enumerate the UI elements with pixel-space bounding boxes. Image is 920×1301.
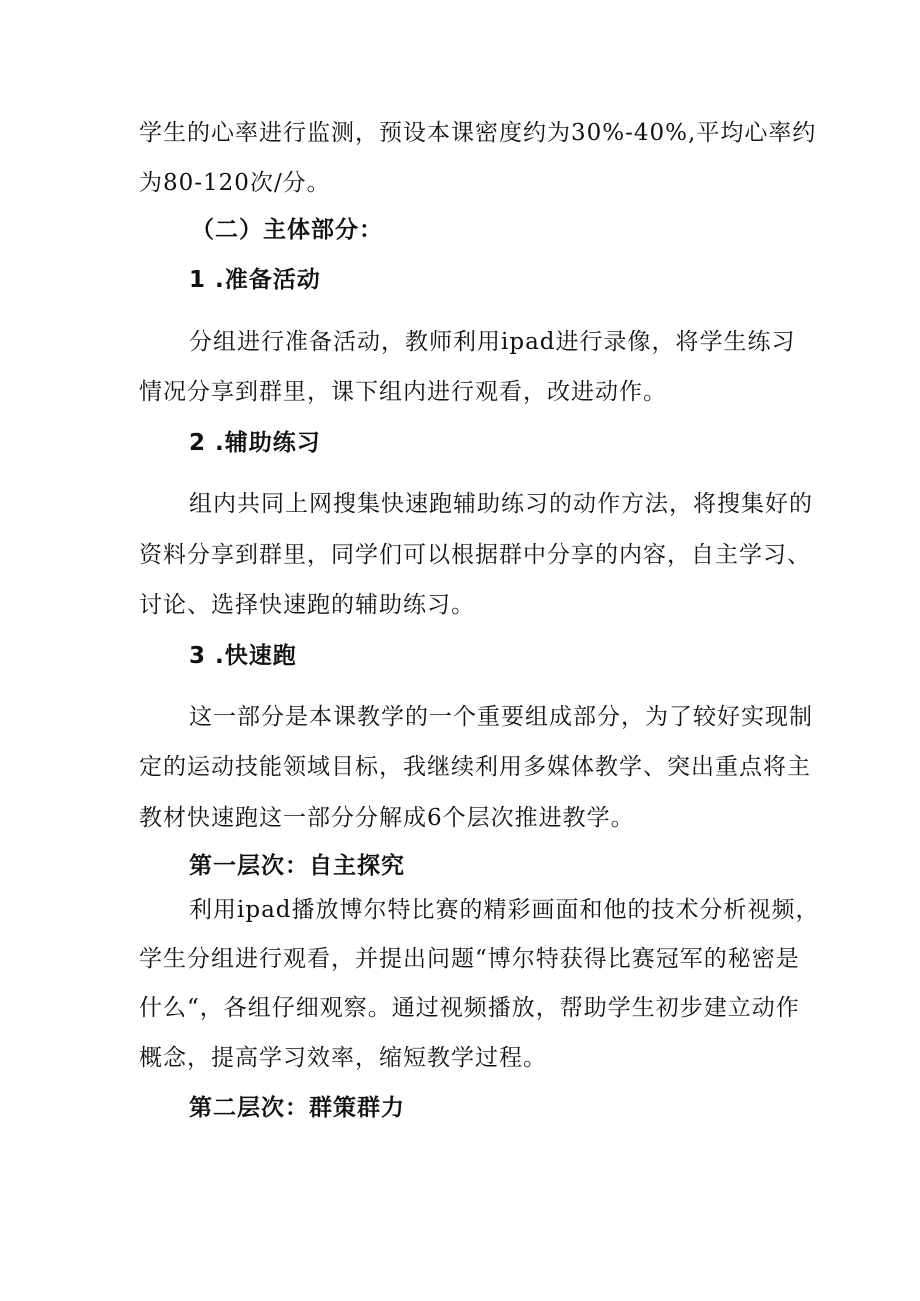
item-2-line-3: 讨论、选择快速跑的辅助练习。 bbox=[139, 592, 475, 618]
level-1-line-4: 概念，提高学习效率，缩短教学过程。 bbox=[139, 1045, 547, 1071]
level-1-heading: 第一层次：自主探究 bbox=[189, 853, 405, 879]
item-3-line-3: 教材快速跑这一部分分解成6个层次推进教学。 bbox=[139, 805, 635, 831]
item-2-heading: 2 .辅助练习 bbox=[189, 430, 321, 456]
item-3-line-2: 定的运动技能领域目标，我继续利用多媒体教学、突出重点将主 bbox=[139, 754, 811, 780]
intro-line-2: 为80-120次/分。 bbox=[139, 170, 331, 196]
section-heading: （二）主体部分： bbox=[191, 217, 383, 243]
level-1-line-2: 学生分组进行观看，并提出问题“博尔特获得比赛冠军的秘密是 bbox=[139, 946, 800, 972]
item-1-line-1: 分组进行准备活动，教师利用ipad进行录像，将学生练习 bbox=[189, 329, 796, 355]
level-1-line-3: 什么“，各组仔细观察。通过视频播放，帮助学生初步建立动作 bbox=[139, 995, 800, 1021]
intro-line-1: 学生的心率进行监测，预设本课密度约为30%-40%,平均心率约 bbox=[139, 120, 817, 146]
item-1-line-2: 情况分享到群里，课下组内进行观看，改进动作。 bbox=[139, 379, 667, 405]
item-3-line-1: 这一部分是本课教学的一个重要组成部分，为了较好实现制 bbox=[189, 704, 813, 730]
item-2-line-1: 组内共同上网搜集快速跑辅助练习的动作方法，将搜集好的 bbox=[189, 491, 813, 517]
item-1-heading: 1 .准备活动 bbox=[189, 267, 321, 293]
item-3-heading: 3 .快速跑 bbox=[189, 643, 297, 669]
level-2-heading: 第二层次：群策群力 bbox=[189, 1095, 405, 1121]
item-2-line-2: 资料分享到群里，同学们可以根据群中分享的内容，自主学习、 bbox=[139, 542, 811, 568]
level-1-line-1: 利用ipad播放博尔特比赛的精彩画面和他的技术分析视频， bbox=[189, 897, 820, 923]
